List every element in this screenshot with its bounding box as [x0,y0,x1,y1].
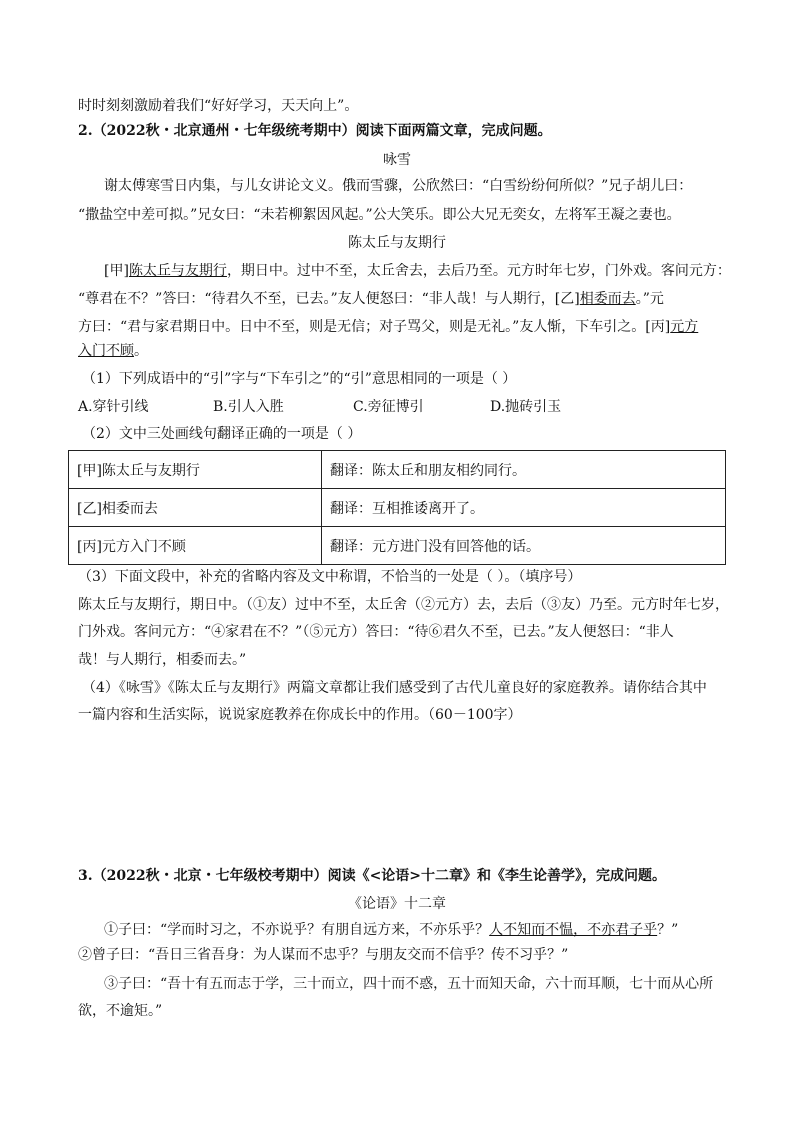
table-cell-translation: 翻译：元方进门没有回答他的话。 [322,527,726,565]
marker-jia: [甲] [104,263,129,279]
sub4-line-2: 一篇内容和生活实际，说说家庭教养在你成长中的作用。（60－100字） [78,707,522,723]
text2-line-2 [78,289,664,309]
q3-para-3-line-2: 欲，不逾矩。” [78,1003,163,1019]
table-row [69,451,726,489]
intro-tail-text: 时时刻刻激励着我们“好好学习，天天向上”。 [78,98,359,114]
q3-title: 《论语》十二章 [348,896,446,912]
option-b: B.引人入胜 [213,399,284,415]
text2-title: 陈太丘与友期行 [348,235,446,251]
q3-heading: 3.（2022秋・北京・七年级校考期中）阅读《<论语>十二章》和《李生论善学》，完成问题。 [78,868,667,884]
table-cell-item: [乙]相委而去 [69,489,322,527]
q2-heading: 2.（2022秋・北京通州・七年级统考期中）阅读下面两篇文章，完成问题。 [78,123,552,139]
underlined-bing-part2: 入门不顾 [78,343,134,359]
sub4-line-1: （4）《咏雪》《陈太丘与友期行》两篇文章都让我们感受到了古代儿童良好的家庭教养。请你结合其中 [82,680,707,696]
table-row [69,527,726,565]
sub3-question: （3）下面文段中，补充的省略内容及文中称谓，不恰当的一处是（ ）。（填序号） [78,569,582,585]
table-cell-translation: 翻译：互相推诿离开了。 [322,489,726,527]
option-a: A.穿针引线 [78,399,149,415]
text2-line-3 [78,317,698,337]
text2-line-4: 入门不顾。 [78,343,148,359]
option-c: C.旁征博引 [353,399,424,415]
table-cell-item: [丙]元方入门不顾 [69,527,322,565]
text1-line-2: “撒盐空中差可拟。”兄女曰：“未若柳絮因风起。”公大笑乐。即公大兄无奕女，左将军王凝之妻也。 [78,207,681,223]
text1-title: 咏雪 [383,152,411,168]
table-cell-item: [甲]陈太丘与友期行 [69,451,322,489]
sub3-line-2: 门外戏。客问元方：“④家君在不？”（⑤元方）答曰：“待⑥君久不至，已去。”友人便怒曰：“非人 [78,624,674,640]
underlined-sentence: 人不知而不愠，不亦君子乎 [489,922,658,938]
table-cell-translation: 翻译：陈太丘和朋友相约同行。 [322,451,726,489]
sub1-question: （1）下列成语中的“引”字与“下车引之”的“引”意思相同的一项是（ ） [82,371,517,387]
underlined-yi: 相委而去 [579,291,636,307]
text2-line-1 [104,261,731,281]
q3-para-3-line-1: ③子曰：“吾十有五而志于学，三十而立，四十而不惑，五十而知天命，六十而耳顺，七十而从心所 [104,976,714,992]
table-row [69,489,726,527]
translation-table [68,450,726,565]
text2-line-2-rest: 。”元 [635,291,664,307]
text2-line-3-start: 方曰：“君与家君期日中。日中不至，则是无信；对子骂父，则是无礼。”友人惭，下车引之。[丙] [78,319,671,335]
q3-para-1: ①子曰：“学而时习之，不亦说乎？有朋自远方来，不亦乐乎？人不知而不愠，不亦君子乎？” [104,922,679,938]
sub3-line-3: 哉！与人期行，相委而去。” [78,652,247,668]
underlined-jia: 陈太丘与友期行 [128,263,227,279]
underlined-bing-part1: 元方 [670,319,699,335]
option-d: D.抛砖引玉 [490,399,562,415]
text2-line-2-start: “尊君在不？”答曰：“待君久不至，已去。”友人便怒曰：“非人哉！与人期行，[乙] [78,291,580,307]
text2-line-1-rest: ，期日中。过中不至，太丘舍去，去后乃至。元方时年七岁，门外戏。客问元方： [226,263,731,279]
sub3-line-1: 陈太丘与友期行，期日中。（①友）过中不至，太丘舍（②元方）去，去后（③友）乃至。元方时年七岁， [78,597,729,613]
text1-line-1: 谢太傅寒雪日内集，与儿女讲论文义。俄而雪骤，公欣然曰：“白雪纷纷何所似？”兄子胡儿曰： [104,178,693,194]
sub2-question: （2）文中三处画线句翻译正确的一项是（ ） [82,426,362,442]
q3-para-2: ②曾子曰：“吾日三省吾身：为人谋而不忠乎？与朋友交而不信乎？传不习乎？” [78,947,569,963]
